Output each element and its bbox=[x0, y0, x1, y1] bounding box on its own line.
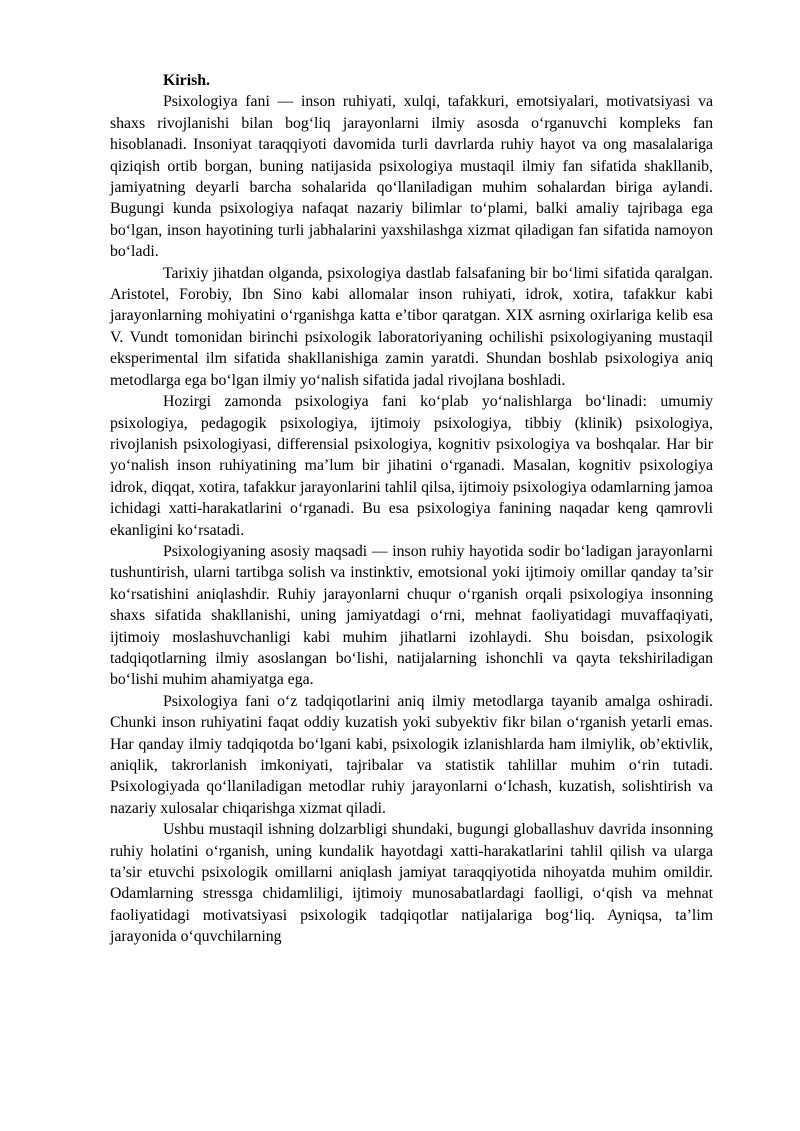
section-heading: Kirish. bbox=[163, 72, 210, 89]
paragraph-5: Psixologiya fani o‘z tadqiqotlarini aniq ilmiy metodlarga tayanib amalga oshiradi. Chunki inson ruhiyatini faqat oddiy kuzatish yoki subyektiv fikr bilan o‘rganish yetarli emas. Har qanday ilmiy tadqiqotda bo‘lgani kabi, psixologik izlanishlarda ham ilmiylik, ob’ektivlik, aniqlik, takrorlanish imkoniyati, tajribalar va statistik tahlillar muhim o‘rin tutadi. Psixologiyada qo‘llaniladigan metodlar ruhiy jarayonlarni o‘lchash, kuzatish, solishtirish va nazariy xulosalar chiqarishga xizmat qiladi. bbox=[110, 692, 713, 817]
paragraph-6: Ushbu mustaqil ishning dolzarbligi shundaki, bugungi globallashuv davrida insonning ruhiy holatini o‘rganish, uning kundalik hayotdagi xatti-harakatlarini tahlil qilish va ularga ta’sir etuvchi psixologik omillarni aniqlash jamiyat taraqqiyotida nihoyatda muhim omildir. Odamlarning stressga chidamliligi, ijtimoiy munosabatlardagi faolligi, o‘qish va mehnat faoliyatidagi motivatsiyasi psixologik tadqiqotlar natijalariga bog‘liq. Ayniqsa, ta’lim jarayonida o‘quvchilarning bbox=[110, 821, 713, 946]
paragraph-4: Psixologiyaning asosiy maqsadi — inson ruhiy hayotida sodir bo‘ladigan jarayonlarni tushuntirish, ularni tartibga solish va instinktiv, emotsional yoki ijtimoiy omillar qanday ta’sir ko‘rsatishini aniqlashdir. Ruhiy jarayonlarni chuqur o‘rganish orqali psixologiya insonning shaxs sifatida shakllanishi, uning jamiyatdagi o‘rni, mehnat faoliyatidagi muvaffaqiyati, ijtimoiy moslashuvchanligi kabi muhim jihatlarni izohlaydi. Shu boisdan, psixologik tadqiqotlarning ilmiy asoslangan bo‘lishi, natijalarning ishonchli va qayta tekshiriladigan bo‘lishi muhim ahamiyatga ega. bbox=[110, 542, 713, 689]
paragraph-2: Tarixiy jihatdan olganda, psixologiya dastlab falsafaning bir bo‘limi sifatida qaralgan. Aristotel, Forobiy, Ibn Sino kabi allomalar inson ruhiyati, idrok, xotira, tafakkur kabi jarayonlarning mohiyatini o‘rganishga katta e’tibor qaratgan. XIX asrning oxirlariga kelib esa V. Vundt tomonidan birinchi psixologik laboratoriyaning ochilishi psixologiyaning mustaqil eksperimental ilm sifatida shakllanishiga zamin yaratdi. Shundan boshlab psixologiya aniq metodlarga ega bo‘lgan ilmiy yo‘nalish sifatida jadal rivojlana boshladi. bbox=[110, 264, 713, 389]
paragraph-1: Psixologiya fani — inson ruhiyati, xulqi, tafakkuri, emotsiyalari, motivatsiyasi va shaxs rivojlanishi bilan bog‘liq jarayonlarni ilmiy asosda o‘rganuvchi kompleks fan hisoblanadi. Insoniyat taraqqiyoti davomida turli davrlarda ruhiy hayot va ong masalalariga qiziqish ortib borgan, buning natijasida psixologiya mustaqil ilmiy fan sifatida shakllanib, jamiyatning deyarli barcha sohalarida qo‘llaniladigan muhim sohalardan biriga aylandi. Bugungi kunda psixologiya nafaqat nazariy bilimlar to‘plami, balki amaliy tajribaga ega bo‘lgan, inson hayotining turli jabhalarini yaxshilashga xizmat qiladigan fan sifatida namoyon bo‘ladi. bbox=[110, 93, 713, 261]
document-page bbox=[110, 70, 713, 948]
paragraph-3: Hozirgi zamonda psixologiya fani ko‘plab yo‘nalishlarga bo‘linadi: umumiy psixologiya, pedagogik psixologiya, ijtimoiy psixologiya, tibbiy (klinik) psixologiya, rivojlanish psixologiyasi, differensial psixologiya, kognitiv psixologiya va boshqalar. Har bir yo‘nalish inson ruhiyatining ma’lum bir jihatini o‘rganadi. Masalan, kognitiv psixologiya idrok, diqqat, xotira, tafakkur jarayonlarini tahlil qilsa, ijtimoiy psixologiya odamlarning jamoa ichidagi xatti-harakatlarini o‘rganadi. Bu esa psixologiya fanining naqadar keng qamrovli ekanligini ko‘rsatadi. bbox=[110, 393, 713, 539]
